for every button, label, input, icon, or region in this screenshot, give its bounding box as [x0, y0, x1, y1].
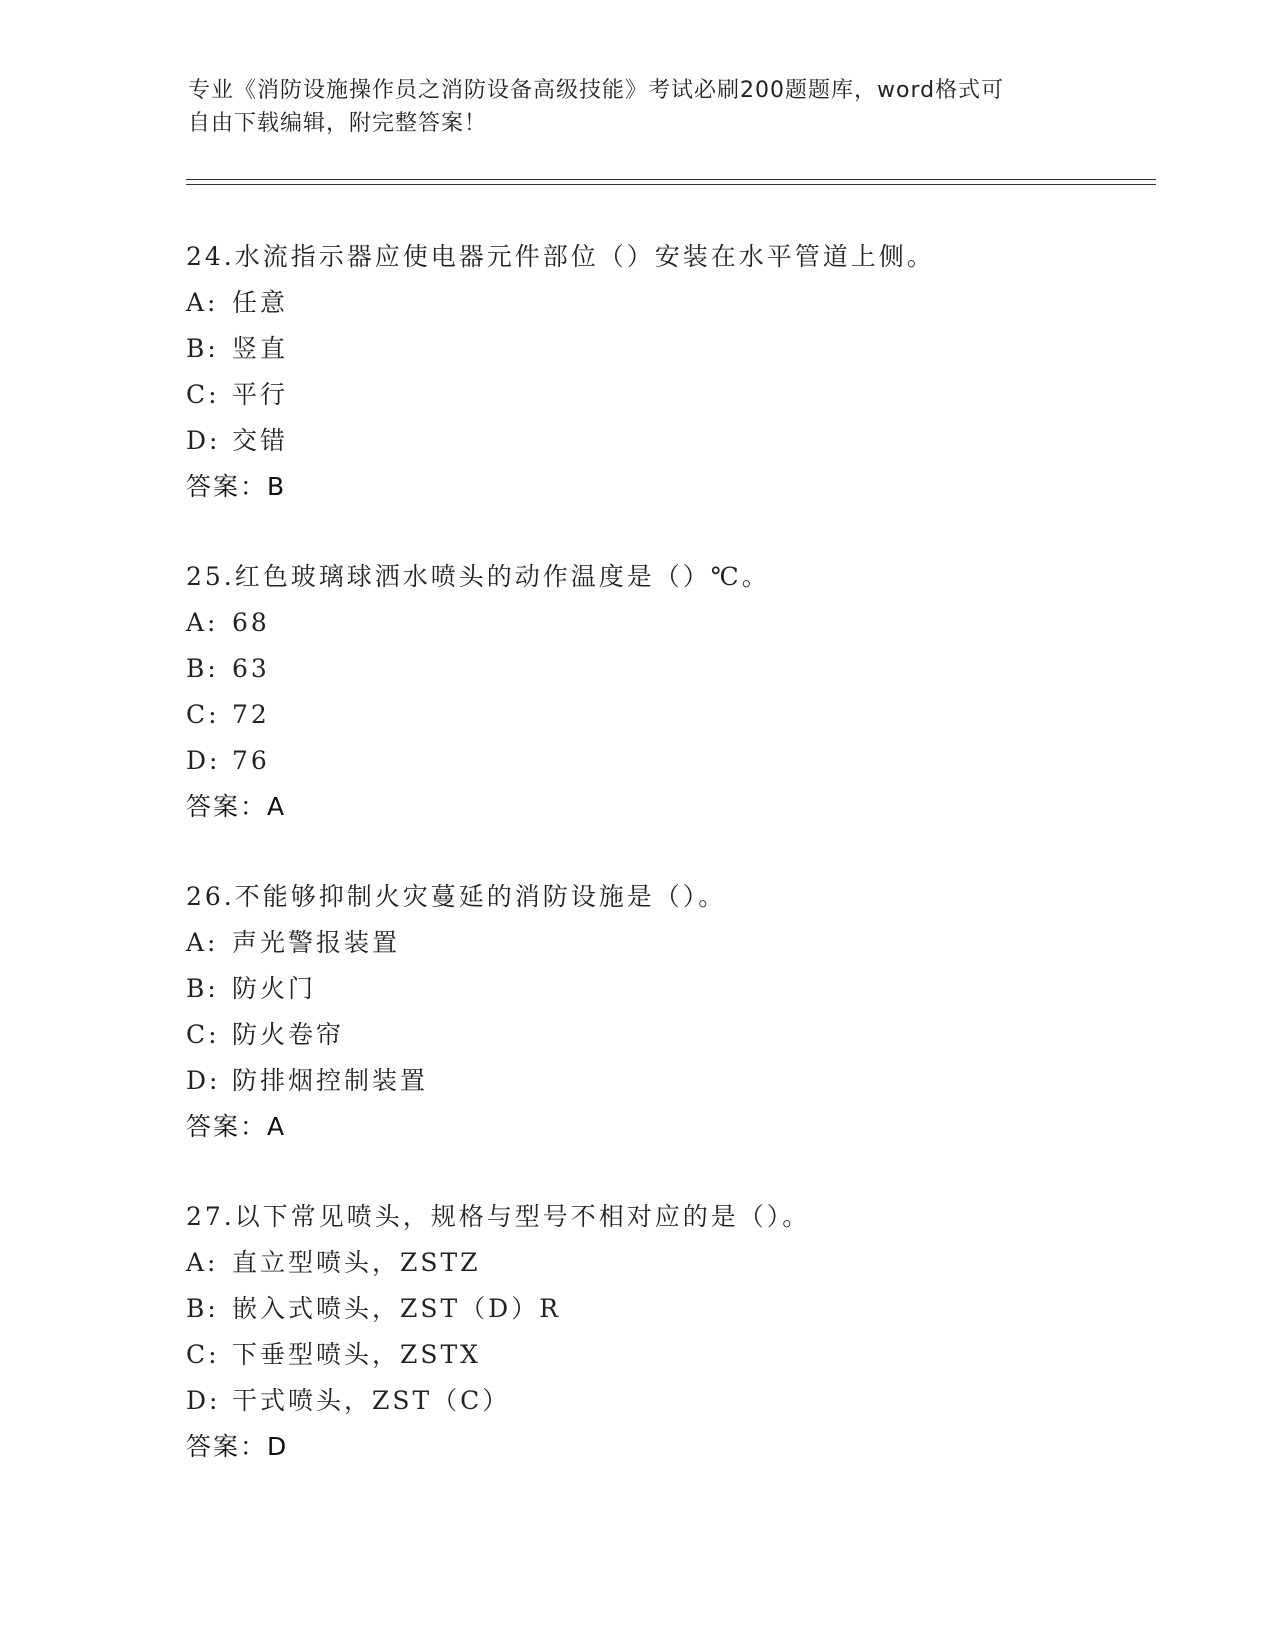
option-c — [186, 1332, 1146, 1378]
option-text: 防火门 — [232, 974, 317, 1003]
question-title: 27.以下常见喷头，规格与型号不相对应的是（）。 — [186, 1202, 811, 1231]
option-a — [186, 280, 1146, 326]
question-title: 26.不能够抑制火灾蔓延的消防设施是（）。 — [186, 882, 727, 911]
option-d — [186, 1378, 1146, 1424]
option-letter: D: — [186, 1066, 221, 1095]
option-letter: D: — [186, 746, 221, 775]
question-title: 24.水流指示器应使电器元件部位（）安装在水平管道上侧。 — [186, 242, 935, 271]
option-letter: C: — [186, 700, 220, 729]
header-line-1: 专业《消防设施操作员之消防设备高级技能》考试必刷200题题库，word格式可 — [188, 78, 1005, 103]
option-d — [186, 1058, 1146, 1104]
option-text: 直立型喷头，ZSTZ — [232, 1248, 481, 1277]
option-letter: A: — [186, 928, 219, 957]
option-text: 72 — [232, 700, 270, 729]
option-a — [186, 920, 1146, 966]
option-letter: A: — [186, 288, 219, 317]
option-text: 防排烟控制装置 — [232, 1066, 429, 1095]
header-divider-top — [186, 179, 1156, 180]
option-text: 干式喷头，ZST（C） — [232, 1386, 511, 1415]
option-letter: B: — [186, 654, 219, 683]
header-divider-bottom — [186, 184, 1156, 185]
option-text: 竖直 — [232, 334, 289, 363]
question-title: 25.红色玻璃球洒水喷头的动作温度是（）℃。 — [186, 562, 770, 591]
header-line-2: 自由下载编辑，附完整答案！ — [188, 111, 488, 136]
option-c — [186, 372, 1146, 418]
option-d — [186, 738, 1146, 784]
answer: 答案：D — [186, 1432, 289, 1461]
question-25 — [186, 554, 1146, 830]
option-b — [186, 1286, 1146, 1332]
question-27 — [186, 1194, 1146, 1470]
option-letter: A: — [186, 1248, 219, 1277]
option-letter: B: — [186, 334, 219, 363]
option-a — [186, 600, 1146, 646]
option-text: 交错 — [232, 426, 289, 455]
question-24 — [186, 234, 1146, 510]
option-b — [186, 646, 1146, 692]
option-text: 平行 — [232, 380, 289, 409]
option-letter: D: — [186, 426, 221, 455]
answer: 答案：A — [186, 1112, 287, 1141]
option-text: 嵌入式喷头，ZST（D）R — [232, 1294, 562, 1323]
option-letter: B: — [186, 1294, 219, 1323]
option-text: 68 — [232, 608, 270, 637]
option-text: 下垂型喷头，ZSTX — [232, 1340, 481, 1369]
option-c — [186, 1012, 1146, 1058]
option-letter: B: — [186, 974, 219, 1003]
option-c — [186, 692, 1146, 738]
question-26 — [186, 874, 1146, 1150]
option-text: 声光警报装置 — [232, 928, 401, 957]
answer: 答案：B — [186, 472, 287, 501]
option-b — [186, 326, 1146, 372]
answer: 答案：A — [186, 792, 287, 821]
option-letter: C: — [186, 1020, 220, 1049]
option-letter: A: — [186, 608, 219, 637]
option-d — [186, 418, 1146, 464]
option-text: 63 — [232, 654, 270, 683]
option-text: 76 — [232, 746, 270, 775]
option-letter: D: — [186, 1386, 221, 1415]
option-text: 任意 — [232, 288, 289, 317]
option-letter: C: — [186, 380, 220, 409]
option-a — [186, 1240, 1146, 1286]
document-header — [188, 74, 1088, 140]
option-b — [186, 966, 1146, 1012]
option-letter: C: — [186, 1340, 220, 1369]
option-text: 防火卷帘 — [232, 1020, 345, 1049]
